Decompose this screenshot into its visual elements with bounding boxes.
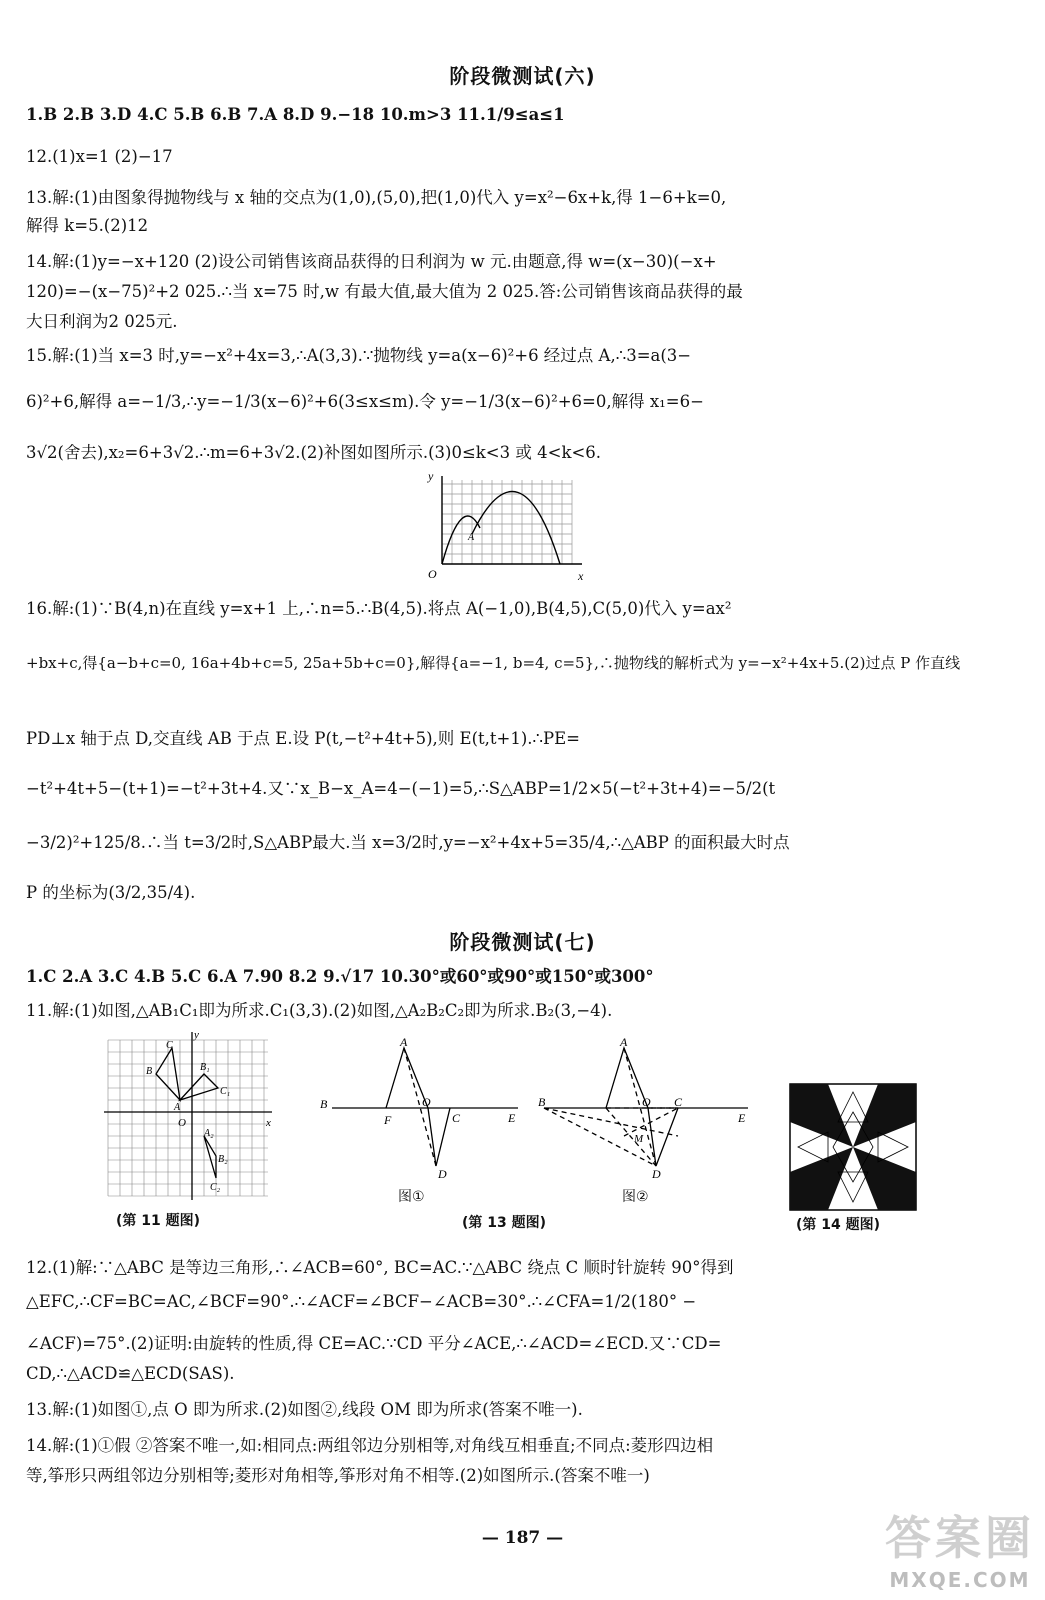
fig13-label-f: F — [384, 1113, 392, 1127]
answer-line: 12.(1)x=1 (2)−17 — [26, 147, 173, 166]
answer-line: △EFC,∴CF=BC=AC,∠BCF=90°.∴∠ACF=∠BCF−∠ACB=30°.∴∠CFA=1/2(180° − — [26, 1292, 697, 1311]
fig11-label-b1: B₁ — [200, 1062, 210, 1073]
graph-point-label: A — [468, 532, 475, 543]
fig11-label-a2: A₂ — [204, 1128, 214, 1139]
answer-line: −3/2)²+125/8.∴当 t=3/2时,S△ABP最大.当 x=3/2时,y=−x²+4x+5=35/4,∴△ABP 的面积最大时点 — [26, 833, 790, 852]
figure-caption: (第 13 题图) — [462, 1215, 547, 1231]
watermark-logo — [885, 1502, 1035, 1592]
fig13-label-o: O — [422, 1095, 431, 1109]
watermark-text: 答案圈 — [885, 1511, 1035, 1565]
page-number: — 187 — — [481, 1528, 564, 1548]
fig13b-label-m: M — [634, 1133, 644, 1145]
graph-x-label: x — [578, 569, 584, 583]
answer-line: 13.解:(1)由图象得抛物线与 x 轴的交点为(1,0),(5,0),把(1,0)代入 y=x²−6x+k,得 1−6+k=0, — [26, 188, 727, 207]
fig11-label-c1: C₁ — [220, 1086, 231, 1097]
figure-caption: (第 14 题图) — [796, 1217, 881, 1233]
fig13-label-b: B — [320, 1097, 328, 1111]
watermark-url: MXQE.COM — [889, 1568, 1031, 1592]
section-title: 阶段微测试(七) — [449, 930, 596, 954]
answer-line: 11.解:(1)如图,△AB₁C₁即为所求.C₁(3,3).(2)如图,△A₂B₂C₂即为所求.B₂(3,−4). — [26, 1001, 613, 1020]
fig11-label-c2: C₂ — [210, 1182, 221, 1193]
fig11-y-label: y — [194, 1029, 199, 1041]
answer-line: ∠ACF)=75°.(2)证明:由旋转的性质,得 CE=AC.∵CD 平分∠ACE,∴∠ACD=∠ECD.又∵CD= — [26, 1334, 722, 1353]
fig11-label-b: B — [146, 1066, 153, 1077]
fig13-label-a: A — [400, 1036, 408, 1049]
answer-line: 等,筝形只两组邻边分别相等;菱形对角相等,筝形对角不相等.(2)如图所示.(答案不唯一) — [26, 1466, 650, 1485]
fig13-diagram-2 — [534, 1036, 754, 1186]
answer-line: 解得 k=5.(2)12 — [26, 216, 149, 235]
answer-line: 大日利润为2 025元. — [26, 312, 178, 331]
fig13b-label-d: D — [652, 1167, 661, 1181]
fig13b-label-e: E — [738, 1111, 746, 1125]
answer-line: 6)²+6,解得 a=−1/3,∴y=−1/3(x−6)²+6(3≤x≤m).令 y=−1/3(x−6)²+6=0,解得 x₁=6− — [26, 392, 704, 411]
answer-line: 1.C 2.A 3.C 4.B 5.C 6.A 7.90 8.2 9.√17 10.30°或60°或90°或150°或300° — [26, 967, 654, 986]
fig11-origin-label: O — [178, 1117, 186, 1129]
fig11-label-b2: B₂ — [218, 1154, 228, 1165]
answer-line: PD⊥x 轴于点 D,交直线 AB 于点 E.设 P(t,−t²+4t+5),则 E(t,t+1).∴PE= — [26, 729, 580, 748]
fig13-label-c: C — [452, 1111, 461, 1125]
fig14-pattern — [788, 1082, 918, 1212]
fig13-label-d: D — [438, 1167, 447, 1181]
answer-line: 13.解:(1)如图①,点 O 即为所求.(2)如图②,线段 OM 即为所求(答案不唯一). — [26, 1400, 583, 1419]
section-title: 阶段微测试(六) — [449, 64, 596, 88]
fig11-label-a: A — [174, 1102, 181, 1113]
figure-subcaption: 图① — [398, 1189, 425, 1205]
answer-line: +bx+c,得{a−b+c=0, 16a+4b+c=5, 25a+5b+c=0},解得{a=−1, b=4, c=5},∴抛物线的解析式为 y=−x²+4x+5.(2)过点 P 作直线 — [26, 654, 961, 672]
answer-line: 14.解:(1)①假 ②答案不唯一,如:相同点:两组邻边分别相等,对角线互相垂直;不同点:菱形四边相 — [26, 1436, 714, 1455]
fig13b-label-b: B — [538, 1095, 546, 1109]
parabola-graph-figure — [420, 470, 590, 590]
answer-line: 120)=−(x−75)²+2 025.∴当 x=75 时,w 有最大值,最大值为 2 025.答:公司销售该商品获得的最 — [26, 282, 743, 301]
answer-line: CD,∴△ACD≌△ECD(SAS). — [26, 1364, 235, 1383]
fig13b-label-o: O — [642, 1095, 651, 1109]
coordinate-grid-figure — [100, 1028, 280, 1208]
fig13-diagram-1 — [318, 1036, 528, 1186]
figure-subcaption: 图② — [622, 1189, 649, 1205]
fig11-x-label: x — [266, 1117, 271, 1129]
fig13b-label-a: A — [620, 1036, 628, 1049]
answer-line: 14.解:(1)y=−x+120 (2)设公司销售该商品获得的日利润为 w 元.由题意,得 w=(x−30)(−x+ — [26, 252, 717, 271]
fig13b-label-c: C — [674, 1095, 683, 1109]
answer-line: 1.B 2.B 3.D 4.C 5.B 6.B 7.A 8.D 9.−18 10.m>3 11.1/9≤a≤1 — [26, 105, 565, 124]
graph-origin-label: O — [428, 567, 437, 581]
answer-line: 15.解:(1)当 x=3 时,y=−x²+4x=3,∴A(3,3).∵抛物线 y=a(x−6)²+6 经过点 A,∴3=a(3− — [26, 346, 692, 365]
answer-line: 16.解:(1)∵B(4,n)在直线 y=x+1 上,∴n=5.∴B(4,5).将点 A(−1,0),B(4,5),C(5,0)代入 y=ax² — [26, 599, 732, 618]
answer-line: 12.(1)解:∵△ABC 是等边三角形,∴∠ACB=60°, BC=AC.∵△ABC 绕点 C 顺时针旋转 90°得到 — [26, 1258, 734, 1277]
graph-y-label: y — [428, 470, 434, 483]
answer-line: −t²+4t+5−(t+1)=−t²+3t+4.又∵x_B−x_A=4−(−1)=5,∴S△ABP=1/2×5(−t²+3t+4)=−5/2(t — [26, 779, 776, 798]
fig11-label-c: C — [166, 1040, 173, 1051]
fig13-label-e: E — [508, 1111, 516, 1125]
answer-line: P 的坐标为(3/2,35/4). — [26, 883, 196, 902]
figure-caption: (第 11 题图) — [116, 1213, 201, 1229]
answer-line: 3√2(舍去),x₂=6+3√2.∴m=6+3√2.(2)补图如图所示.(3)0≤k<3 或 4<k<6. — [26, 443, 602, 462]
